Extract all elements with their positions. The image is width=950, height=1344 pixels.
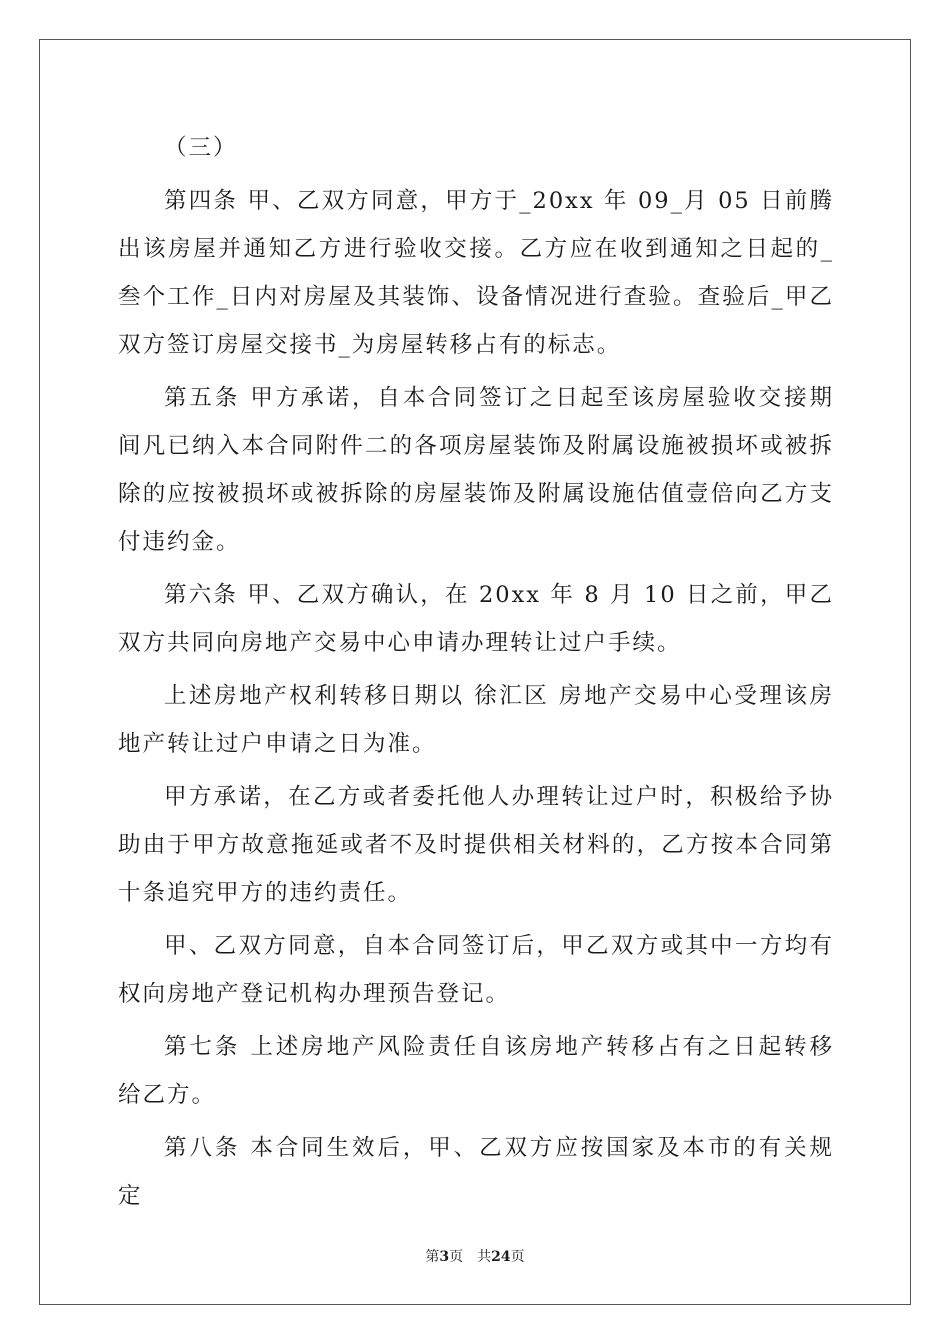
- paragraph-article-7: 第七条 上述房地产风险责任自该房地产转移占有之日起转移给乙方。: [118, 1034, 834, 1108]
- paragraph-article-5: 第五条 甲方承诺，自本合同签订之日起至该房屋验收交接期间凡已纳入本合同附件二的各项房屋装饰及附属设施被损坏或被拆除的应按被损坏或被拆除的房屋装饰及附属设施估值壹倍向乙方支付违约金。: [118, 385, 834, 555]
- footer-total-suffix: 页: [510, 1249, 525, 1265]
- paragraph-heading: （三）: [164, 135, 238, 161]
- footer-total-prefix: 共: [477, 1249, 492, 1265]
- paragraph-article-8: 第八条 本合同生效后，甲、乙双方应按国家及本市的有关规定: [118, 1135, 834, 1209]
- document-body: [118, 124, 834, 1225]
- paragraph-transfer-date: 上述房地产权利转移日期以 徐汇区 房地产交易中心受理该房地产转让过户申请之日为准。: [118, 683, 834, 757]
- paragraph-party-a-promise: 甲方承诺，在乙方或者委托他人办理转让过户时，积极给予协助由于甲方故意拖延或者不及时提供相关材料的，乙方按本合同第十条追究甲方的违约责任。: [118, 784, 834, 906]
- paragraph-article-4: 第四条 甲、乙双方同意，甲方于_20xx 年 09_月 05 日前腾出该房屋并通知乙方进行验收交接。乙方应在收到通知之日起的_叁个工作_日内对房屋及其装饰、设备情况进行查验。查验后_甲乙双方签订房屋交接书_为房屋转移占有的标志。: [118, 188, 834, 358]
- page-footer: [0, 1248, 950, 1266]
- footer-total-pages: 24: [491, 1249, 511, 1265]
- paragraph-pre-registration: 甲、乙双方同意，自本合同签订后，甲乙双方或其中一方均有权向房地产登记机构办理预告登记。: [118, 933, 834, 1007]
- footer-page-number: 3: [439, 1249, 450, 1265]
- paragraph-article-6: 第六条 甲、乙双方确认，在 20xx 年 8 月 10 日之前，甲乙双方共同向房地产交易中心申请办理转让过户手续。: [118, 582, 834, 656]
- footer-page-prefix: 第: [425, 1249, 440, 1265]
- footer-page-suffix: 页: [449, 1249, 464, 1265]
